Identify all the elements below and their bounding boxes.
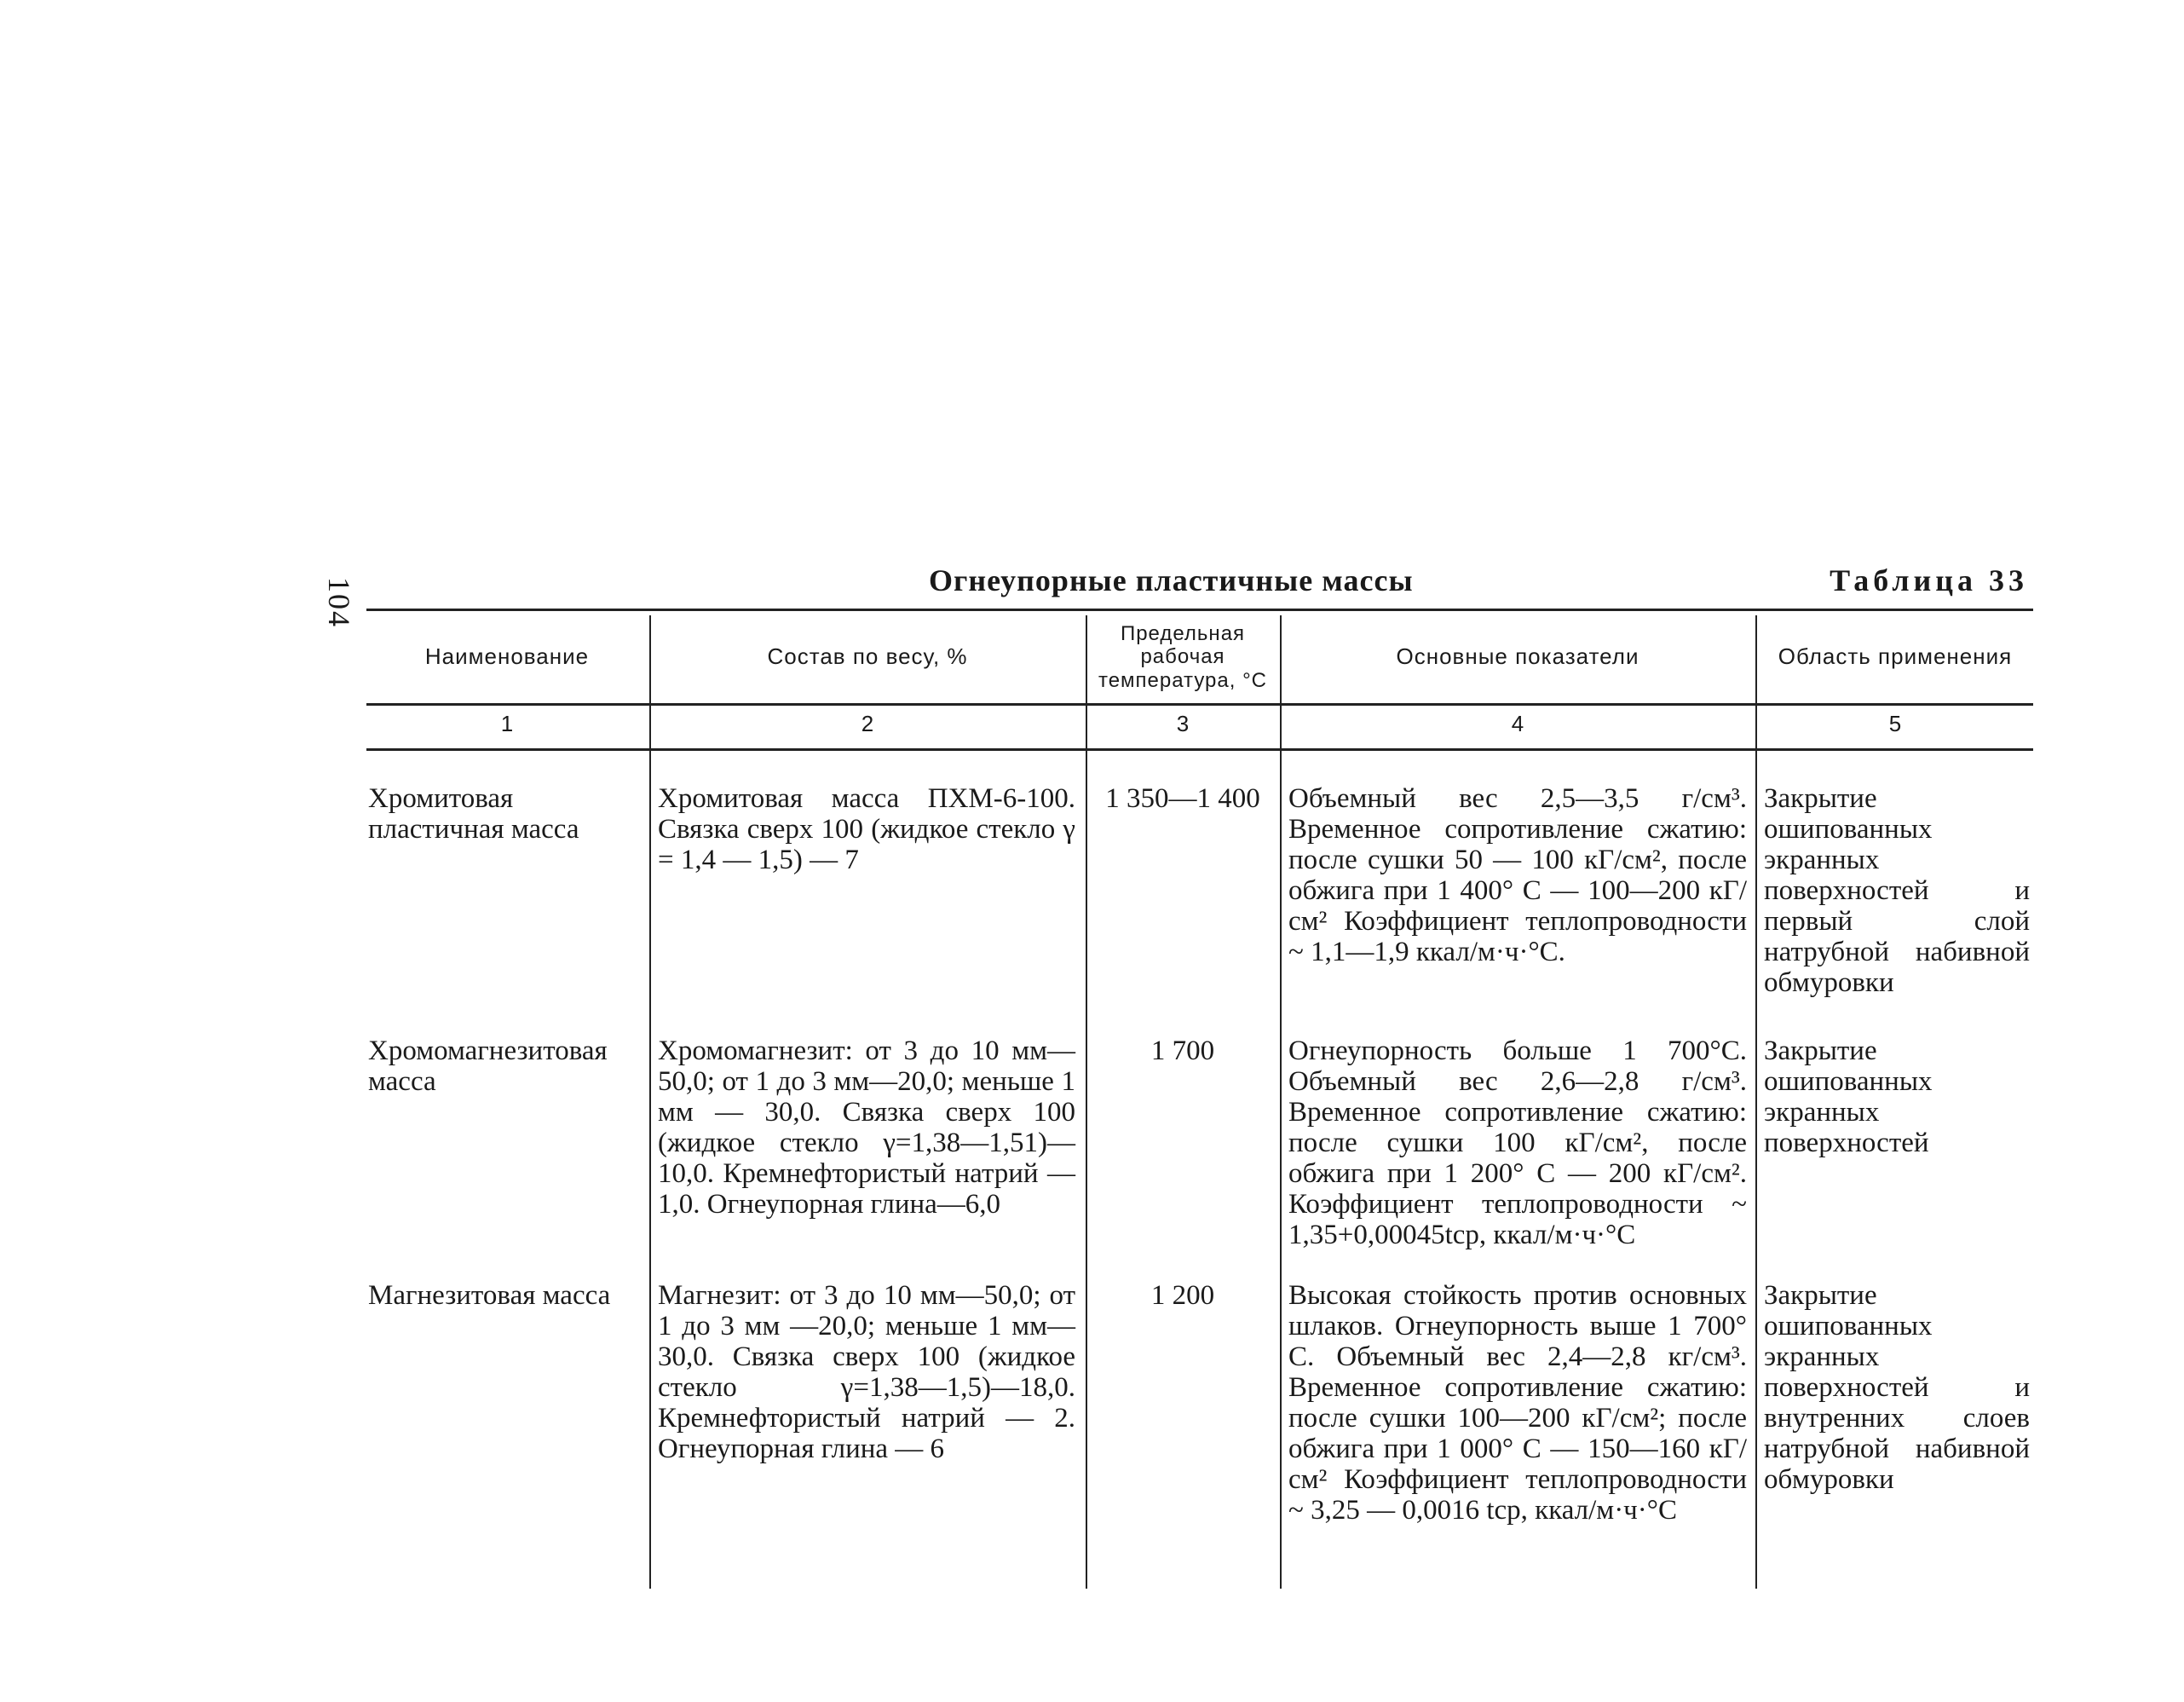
header-application: Область применения xyxy=(1778,643,2013,670)
row-properties: Высокая стойкость против основных шлаков. Огнеупорность выше 1 700° С. Объемный вес 2,4—2,8 кг/см³. Временное сопротивление сжатию: после сушки 100—200 кГ/см²; после обжига при 1 000° С — 150—160 кГ/см² Коэффициент теплопроводности ~ 3,25 — 0,0016 tср, ккал/м·ч·°С xyxy=(1288,1280,1747,1526)
header-name: Наименование xyxy=(424,643,590,670)
column-number: 5 xyxy=(1888,711,1902,736)
column-divider xyxy=(1755,615,1757,1589)
row-properties: Объемный вес 2,5—3,5 г/см³. Временное сопротивление сжатию: после сушки 50 — 100 кГ/см², после обжига при 1 400° С — 100—200 кГ/см² Коэффициент теплопроводности ~ 1,1—1,9 ккал/м·ч·°С. xyxy=(1288,783,1747,967)
row-composition: Магнезит: от 3 до 10 мм—50,0; от 1 до 3 мм —20,0; меньше 1 мм—30,0. Связка сверх 100 (жидкое стекло γ=1,38—1,5)—18,0. Кремнефтористый натрий — 2. Огнеупорная глина — 6 xyxy=(658,1280,1075,1464)
row-application: Закрытие ошипованных экранных поверхностей и внутренних слоев натрубной набивной обмуровки xyxy=(1764,1280,2030,1495)
column-number: 3 xyxy=(1176,711,1190,736)
row-temperature: 1 200 xyxy=(1150,1280,1215,1311)
refractory-masses-table xyxy=(366,609,2033,1594)
row-composition: Хромомагнезит: от 3 до 10 мм—50,0; от 1 до 3 мм—20,0; меньше 1 мм — 30,0. Связка сверх 100 (жидкое стекло γ=1,38—1,51)—10,0. Кремнефтористый натрий — 1,0. Огнеупорная глина—6,0 xyxy=(658,1036,1075,1220)
header-composition: Состав по весу, % xyxy=(767,643,968,670)
header-bottom-rule xyxy=(366,703,2033,706)
table-caption xyxy=(366,563,2028,610)
table-title: Огнеупорные пластичные массы xyxy=(929,563,1414,597)
column-number: 4 xyxy=(1511,711,1524,736)
header-properties: Основные показатели xyxy=(1396,643,1639,670)
column-divider xyxy=(649,615,651,1589)
row-temperature: 1 350—1 400 xyxy=(1105,783,1260,814)
column-number: 1 xyxy=(500,711,514,736)
header-temperature: Предельная рабочая температура, °С xyxy=(1098,621,1268,692)
row-name: Хромомагнезитовая масса xyxy=(368,1036,608,1097)
row-application: Закрытие ошипованных экранных поверхностей и первый слой натрубной набивной обмуровки xyxy=(1764,783,2030,998)
numbers-bottom-rule xyxy=(366,748,2033,751)
row-name: Хромитовая пластичная масса xyxy=(368,783,579,845)
page-number: 104 xyxy=(322,577,356,628)
column-divider xyxy=(1086,615,1087,1589)
column-number: 2 xyxy=(861,711,874,736)
row-composition: Хромитовая масса ПХМ-6-100. Связка сверх 100 (жидкое стекло γ = 1,4 — 1,5) — 7 xyxy=(658,783,1075,875)
row-name: Магнезитовая масса xyxy=(368,1280,611,1311)
table-number-label: Таблица 33 xyxy=(1830,563,2028,597)
row-properties: Огнеупорность больше 1 700°С. Объемный вес 2,6—2,8 г/см³. Временное сопротивление сжатию: после сушки 100 кГ/см², после обжига при 1 200° С — 200 кГ/см². Коэффициент теплопроводности ~ 1,35+0,00045tср, ккал/м·ч·°С xyxy=(1288,1036,1747,1250)
row-temperature: 1 700 xyxy=(1150,1036,1215,1066)
column-divider xyxy=(1280,615,1282,1589)
row-application: Закрытие ошипованных экранных поверхностей xyxy=(1764,1036,1933,1158)
